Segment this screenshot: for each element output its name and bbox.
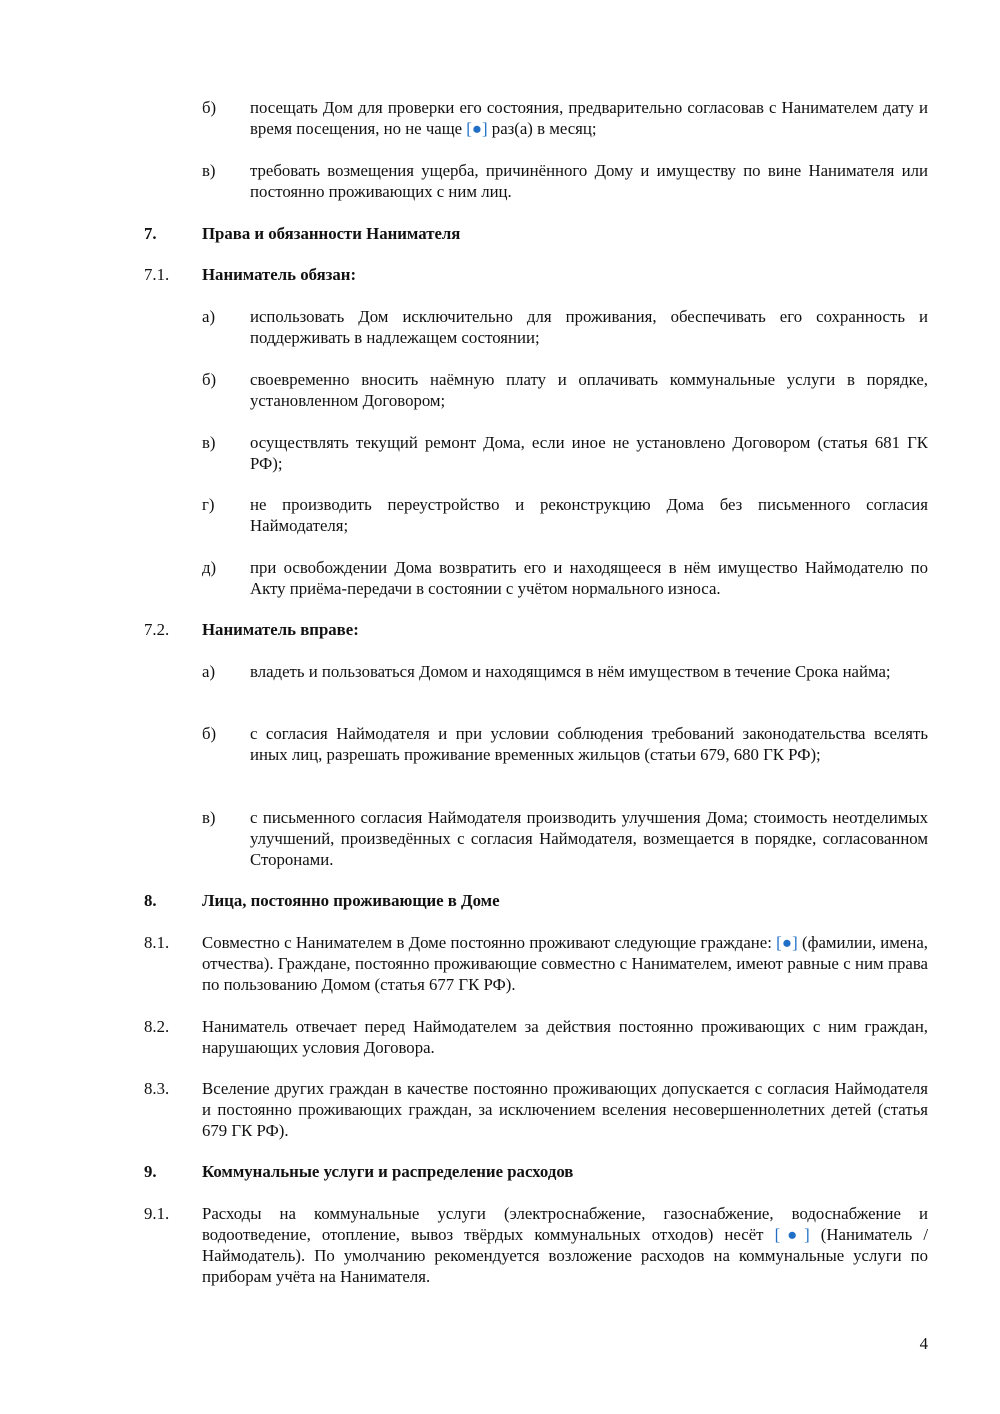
clause-number: 7.1.	[144, 265, 170, 284]
section-number: 9.	[144, 1162, 157, 1181]
section-number: 7.	[144, 224, 157, 243]
clause-number: 7.2.	[144, 620, 170, 639]
item-marker: б)	[202, 724, 217, 743]
item-text: при освобождении Дома возвратить его и находящееся в нём имущество Наймодателю по Акту приёма-передачи в состоянии с учётом нормального износа.	[250, 558, 928, 598]
clause-number: 8.1.	[144, 933, 170, 952]
clause-title: Наниматель вправе:	[202, 620, 359, 639]
clause-text-part: Расходы на коммунальные услуги (электроснабжение, газоснабжение, водоснабжение и водоотведение, отопление, вывоз твёрдых коммунальных отходов) несёт	[202, 1204, 928, 1244]
item-text: осуществлять текущий ремонт Дома, если иное не установлено Договором (статья 681 ГК РФ);	[250, 433, 928, 473]
clause-title: Наниматель обязан:	[202, 265, 357, 284]
item-text: владеть и пользоваться Домом и находящимся в нём имуществом в течение Срока найма;	[250, 662, 891, 681]
clause-text-part: (фамилии, имена, отчества). Граждане, постоянно проживающие совместно с Нанимателем, имеют равные с ним права по пользованию Домом (статья 677 ГК РФ).	[202, 933, 928, 994]
item-text: не производить переустройство и реконструкцию Дома без письменного согласия Наймодателя;	[250, 495, 928, 535]
item-marker: г)	[202, 495, 215, 514]
clause-text-part: Совместно с Нанимателем в Доме постоянно проживают следующие граждане:	[202, 933, 777, 952]
section-title: Лица, постоянно проживающие в Доме	[202, 891, 500, 910]
item-marker: в)	[202, 808, 216, 827]
clause-number: 8.2.	[144, 1017, 170, 1036]
clause-text: Вселение других граждан в качестве постоянно проживающих допускается с согласия Наймодателя и постоянно проживающих граждан, за исключением вселения несовершеннолетних детей (статья 679 ГК РФ).	[202, 1079, 928, 1140]
item-marker: в)	[202, 161, 216, 180]
item-text: требовать возмещения ущерба, причинённого Дому и имуществу по вине Нанимателя или постоянно проживающих с ним лиц.	[250, 161, 928, 201]
section-title: Коммунальные услуги и распределение расходов	[202, 1162, 574, 1181]
item-marker: б)	[202, 370, 217, 389]
item-text: с письменного согласия Наймодателя производить улучшения Дома; стоимость неотделимых улучшений, произведённых с согласия Наймодателя, возмещается в порядке, согласованном Сторонами.	[250, 808, 928, 869]
item-text: использовать Дом исключительно для проживания, обеспечивать его сохранность и поддерживать в надлежащем состоянии;	[250, 307, 928, 347]
item-marker: д)	[202, 558, 217, 577]
item-marker: б)	[202, 98, 217, 117]
item-text	[250, 97, 928, 139]
item-marker: в)	[202, 433, 216, 452]
clause-number: 8.3.	[144, 1079, 170, 1098]
item-text-part: посещать Дом для проверки его состояния, предварительно согласовав с Нанимателем дату и время посещения, но не чаще	[250, 98, 928, 138]
clause-number: 9.1.	[144, 1204, 170, 1223]
placeholder-marker: [●]	[466, 119, 488, 138]
section-title: Права и обязанности Нанимателя	[202, 224, 461, 243]
section-number: 8.	[144, 891, 157, 910]
item-marker: а)	[202, 662, 216, 681]
item-text: с согласия Наймодателя и при условии соблюдения требований законодательства вселять иных лиц, разрешать проживание временных жильцов (статьи 679, 680 ГК РФ);	[250, 724, 928, 764]
page-number: 4	[919, 1334, 928, 1353]
clause-text: Наниматель отвечает перед Наймодателем за действия постоянно проживающих с ним граждан, нарушающих условия Договора.	[202, 1017, 928, 1057]
clause-text	[202, 1203, 928, 1287]
clause-text	[202, 932, 928, 995]
item-text-part: раз(а) в месяц;	[487, 119, 597, 138]
placeholder-marker: [●]	[774, 1225, 810, 1244]
placeholder-marker: [●]	[776, 933, 798, 952]
clause-text-part: (Наниматель / Наймодатель). По умолчанию рекомендуется возложение расходов на коммунальные услуги по приборам учёта на Нанимателя.	[202, 1225, 928, 1286]
item-marker: а)	[202, 307, 216, 326]
item-text: своевременно вносить наёмную плату и оплачивать коммунальные услуги в порядке, установленном Договором;	[250, 370, 928, 410]
